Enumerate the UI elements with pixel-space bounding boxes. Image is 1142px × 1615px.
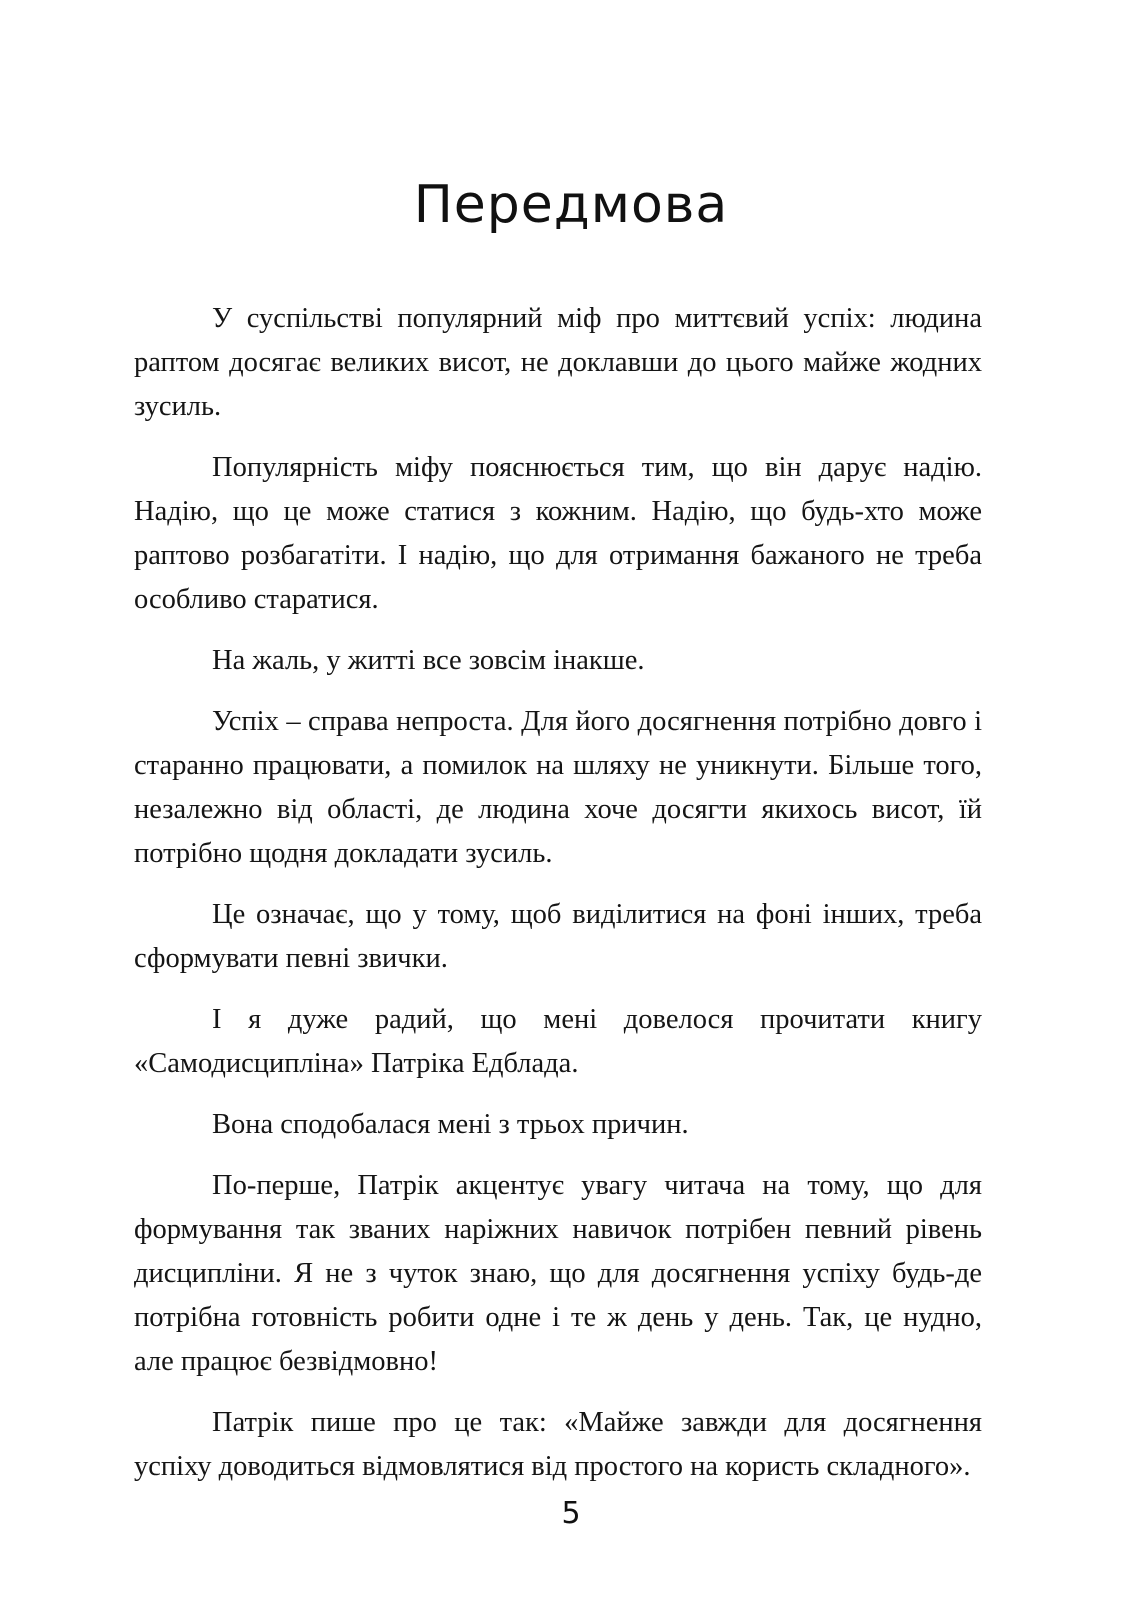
paragraph: Вона сподобалася мені з трьох причин.	[212, 1109, 689, 1140]
paragraph: На жаль, у житті все зовсім інакше.	[212, 645, 645, 676]
paragraph: У суспільстві популярний міф про миттєвий успіх: людина раптом досягає великих висот, не доклавши до цього майже жодних зусиль.	[134, 303, 982, 422]
paragraph: Популярність міфу пояснюється тим, що він дарує надію. Надію, що це може статися з кожним. Надію, що будь-хто може раптово розбагатіти. І надію, що для отримання бажаного не треба особливо старатися.	[134, 452, 982, 615]
paragraph: Це означає, що у тому, щоб виділитися на фоні інших, треба сформувати певні звички.	[134, 899, 982, 974]
page-title: Передмова	[413, 174, 729, 235]
page-number: 5	[561, 1496, 581, 1531]
paragraph: Патрік пише про це так: «Майже завжди для досягнення успіху доводиться відмовлятися від простого на користь складного».	[134, 1407, 982, 1482]
paragraph: І я дуже радий, що мені довелося прочитати книгу «Самодисципліна» Патріка Едблада.	[134, 1004, 982, 1079]
paragraph: Успіх – справа непроста. Для його досягнення потрібно довго і старанно працювати, а помилок на шляху не уникнути. Більше того, незалежно від області, де людина хоче досягти якихось висот, їй потрібно щодня докладати зусиль.	[134, 706, 982, 869]
paragraph: По-перше, Патрік акцентує увагу читача на тому, що для формування так званих наріжних навичок потрібен певний рівень дисципліни. Я не з чуток знаю, що для досягнення успіху будь-де потрібна готовність робити одне і те ж день у день. Так, це нудно, але працює безвідмовно!	[134, 1170, 982, 1377]
body-text	[134, 297, 982, 1506]
